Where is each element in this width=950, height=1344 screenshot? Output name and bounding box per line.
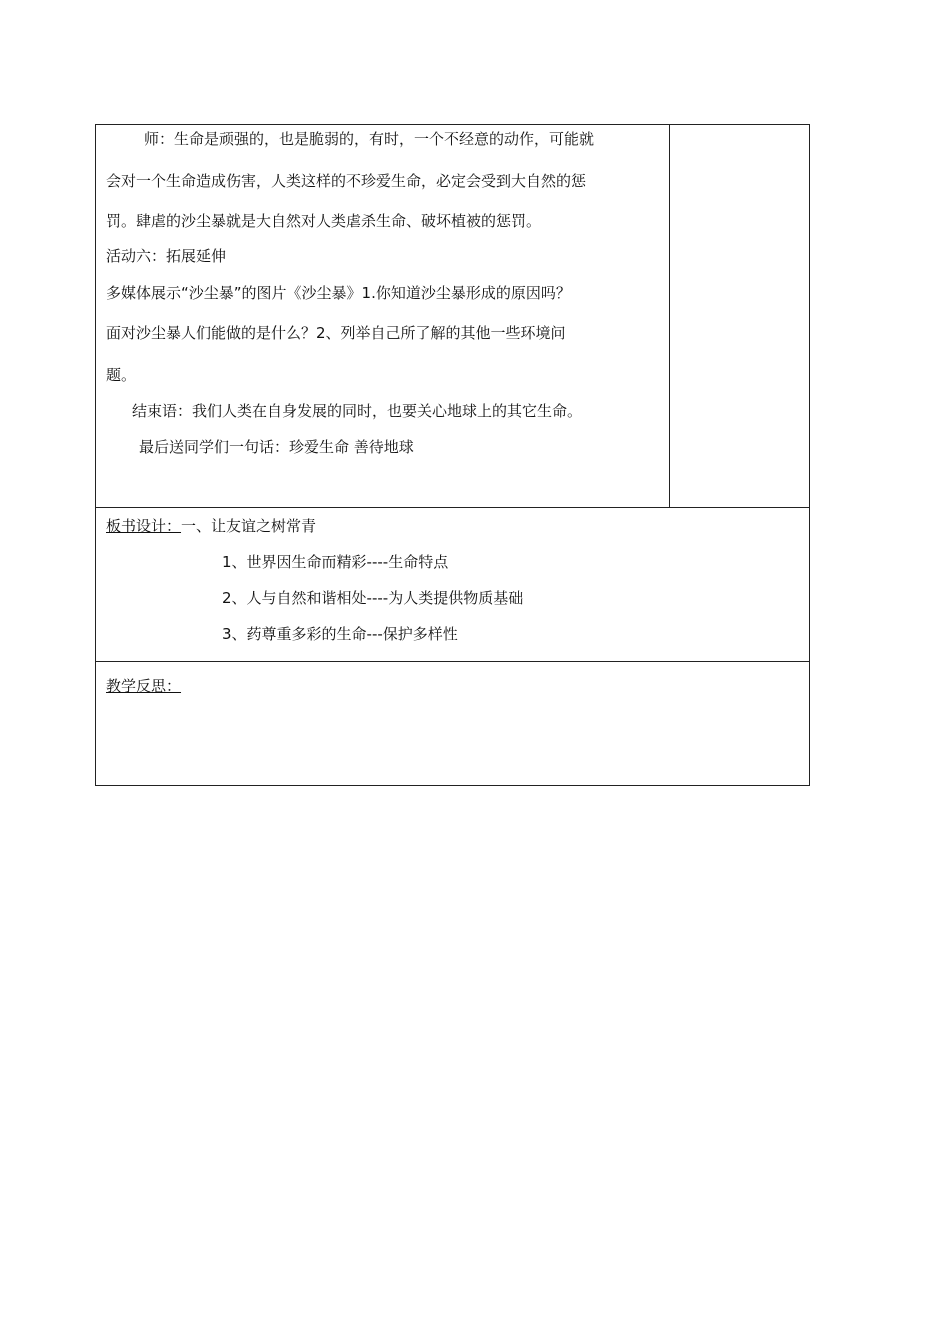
paragraph-teacher-line-3: 罚。肆虐的沙尘暴就是大自然对人类虐杀生命、破坏植被的惩罚。 [106,212,542,230]
lesson-plan-table [95,124,810,786]
board-design-label: 板书设计： [106,517,182,535]
paragraph-teacher-line-2: 会对一个生命造成伤害，人类这样的不珍爱生命，必定会受到大自然的惩 [106,172,587,190]
final-words-text: 最后送同学们一句话：珍爱生命 善待地球 [139,438,414,456]
board-design-item: 3、药尊重多彩的生命---保护多样性 [222,625,458,643]
paragraph-multimedia-line-3: 题。 [106,366,137,384]
board-design-title: 一、让友谊之树常青 [181,517,317,535]
paragraph-multimedia-line-2: 面对沙尘暴人们能做的是什么？2、列举自己所了解的其他一些环境问 [106,324,566,342]
board-design-heading [106,516,316,536]
board-design-item: 2、人与自然和谐相处----为人类提供物质基础 [222,589,524,607]
teaching-reflection-row [95,662,810,786]
notes-side-cell [670,125,809,507]
paragraph-teacher-line-1: 师：生命是顽强的，也是脆弱的，有时，一个不经意的动作，可能就 [144,130,595,148]
paragraph-multimedia-line-1: 多媒体展示“沙尘暴”的图片《沙尘暴》1.你知道沙尘暴形成的原因吗？ [106,284,571,302]
lesson-content-cell [96,125,670,507]
teaching-reflection-label: 教学反思： [106,677,182,695]
board-design-item: 1、世界因生命而精彩----生命特点 [222,553,449,571]
lesson-content-row [95,124,810,508]
board-design-row [95,508,810,662]
activity-title: 活动六：拓展延伸 [106,247,227,265]
conclusion-text: 结束语：我们人类在自身发展的同时，也要关心地球上的其它生命。 [132,402,583,420]
